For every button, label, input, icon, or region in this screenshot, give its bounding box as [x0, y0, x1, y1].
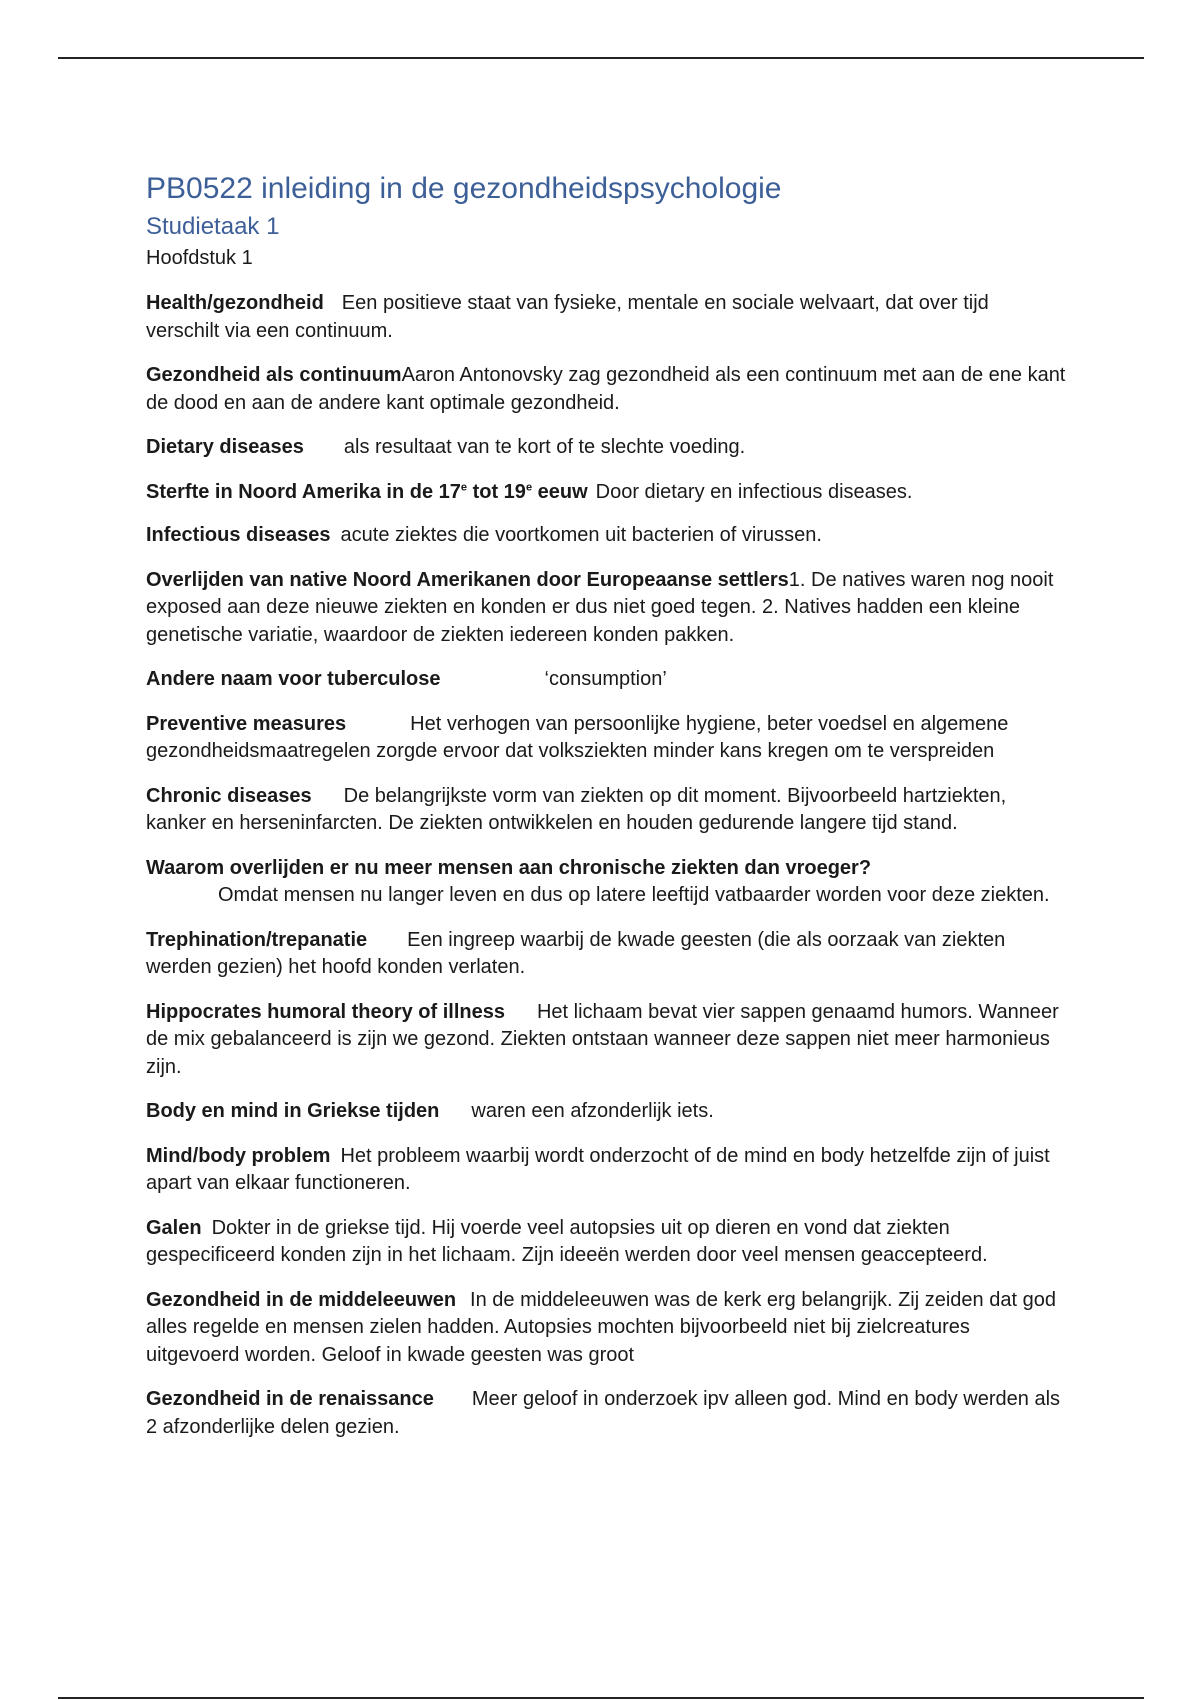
entry-term: Health/gezondheid [146, 292, 324, 314]
entry-term: Sterfte in Noord Amerika in de 17e tot 19e eeuw [146, 480, 588, 503]
entry-middle-ages [146, 1287, 1066, 1370]
entry-renaissance [146, 1386, 1066, 1441]
entry-definition: waren een afzonderlijk iets. [471, 1100, 714, 1122]
entry-hippocrates [146, 999, 1066, 1082]
entry-term: Trephination/trepanatie [146, 928, 368, 951]
entry-chronic [146, 783, 1066, 838]
entry-definition: Meer geloof in onderzoek ipv alleen god. Mind en body werden als 2 afzonderlijke delen gezien. [146, 1388, 1061, 1438]
entry-term: Gezondheid in de renaissance [146, 1388, 434, 1410]
entry-definition: als resultaat van te kort of te slechte voeding. [343, 436, 746, 458]
entry-definition: Omdat mensen nu langer leven en dus op latere leeftijd vatbaarder worden voor deze ziekten. [218, 884, 1050, 906]
document-title: PB0522 inleiding in de gezondheidspsychologie [146, 172, 782, 205]
entry-native-americans [146, 567, 1066, 650]
entry-term: Body en mind in Griekse tijden [146, 1100, 440, 1122]
entry-trephination [146, 927, 1066, 982]
entry-definition: ‘consumption’ [544, 668, 667, 690]
entry-definition: Aaron Antonovsky zag gezondheid als een continuum met aan de ene kant de dood en aan de andere kant optimale gezondheid. [146, 364, 1066, 414]
entry-definition: acute ziektes die voortkomen uit bacterien of virussen. [340, 524, 822, 546]
document-subtitle: Studietaak 1 [146, 213, 280, 240]
chapter-heading: Hoofdstuk 1 [146, 247, 253, 269]
entry-infectious [146, 522, 1066, 550]
entry-term: Mind/body problem [146, 1144, 331, 1167]
entry-body-mind-greek [146, 1098, 1066, 1126]
entry-definition: Door dietary en infectious diseases. [595, 480, 913, 503]
entry-term: Hippocrates humoral theory of illness [146, 1000, 505, 1023]
entry-term: Infectious diseases [146, 524, 331, 546]
entry-term: Gezondheid in de middeleeuwen [146, 1288, 457, 1311]
entry-term: Galen [146, 1216, 202, 1239]
entry-definition: Een positieve staat van fysieke, mentale en sociale welvaart, dat over tijd verschilt via een continuum. [146, 292, 989, 342]
bottom-rule [58, 1697, 1144, 1699]
entry-term: Chronic diseases [146, 784, 312, 807]
entry-health [146, 290, 1066, 345]
entry-definition: Het probleem waarbij wordt onderzocht of de mind en body hetzelfde zijn of juist apart van elkaar functioneren. [146, 1144, 1050, 1194]
entry-continuum [146, 362, 1066, 417]
entry-mortality [146, 479, 1066, 507]
entry-preventive [146, 711, 1066, 766]
entry-galen [146, 1215, 1066, 1270]
entry-definition: De belangrijkste vorm van ziekten op dit moment. Bijvoorbeeld hartziekten, kanker en herseninfarcten. De ziekten ontwikkelen en houden gedurende langere tijd stand. [146, 784, 1007, 834]
entry-term: Dietary diseases [146, 436, 304, 458]
entry-term: Gezondheid als continuum [146, 364, 402, 386]
entry-term: Preventive measures [146, 712, 347, 735]
entry-definition: 1. De natives waren nog nooit exposed aan deze nieuwe ziekten en konden er dus niet goed tegen. 2. Natives hadden een kleine genetische variatie, waardoor de ziekten iedereen konden pakken. [146, 568, 1054, 646]
entry-dietary [146, 434, 1066, 462]
entry-definition: Het verhogen van persoonlijke hygiene, beter voedsel en algemene gezondheidsmaatregelen zorgde ervoor dat volksziekten minder kans kregen om te verspreiden [146, 712, 1009, 762]
entry-definition: Het lichaam bevat vier sappen genaamd humors. Wanneer de mix gebalanceerd is zijn we gezond. Ziekten ontstaan wanneer deze sappen niet meer harmonieus zijn. [146, 1000, 1059, 1078]
entry-term: Overlijden van native Noord Amerikanen door Europeaanse settlers [146, 568, 789, 591]
top-rule [58, 57, 1144, 59]
entry-term: Andere naam voor tuberculose [146, 668, 441, 690]
entry-term: Waarom overlijden er nu meer mensen aan chronische ziekten dan vroeger? [146, 856, 872, 879]
entry-definition: In de middeleeuwen was de kerk erg belangrijk. Zij zeiden dat god alles regelde en mensen zielen hadden. Autopsies mochten bijvoorbeeld niet bij zielcreatures uitgevoerd worden. Geloof in kwade geesten was groot [146, 1288, 1056, 1366]
entry-tuberculosis [146, 666, 1066, 694]
entry-definition: Dokter in de griekse tijd. Hij voerde veel autopsies uit op dieren en vond dat ziekten gespecificeerd konden zijn in het lichaam. Zijn ideeën werden door veel mensen geaccepteerd. [146, 1216, 988, 1266]
entry-mind-body-problem [146, 1143, 1066, 1198]
document-body [146, 170, 1066, 1441]
entry-question-chronic [146, 855, 1066, 910]
entry-definition: Een ingreep waarbij de kwade geesten (die als oorzaak van ziekten werden gezien) het hoofd konden verlaten. [146, 928, 1006, 978]
